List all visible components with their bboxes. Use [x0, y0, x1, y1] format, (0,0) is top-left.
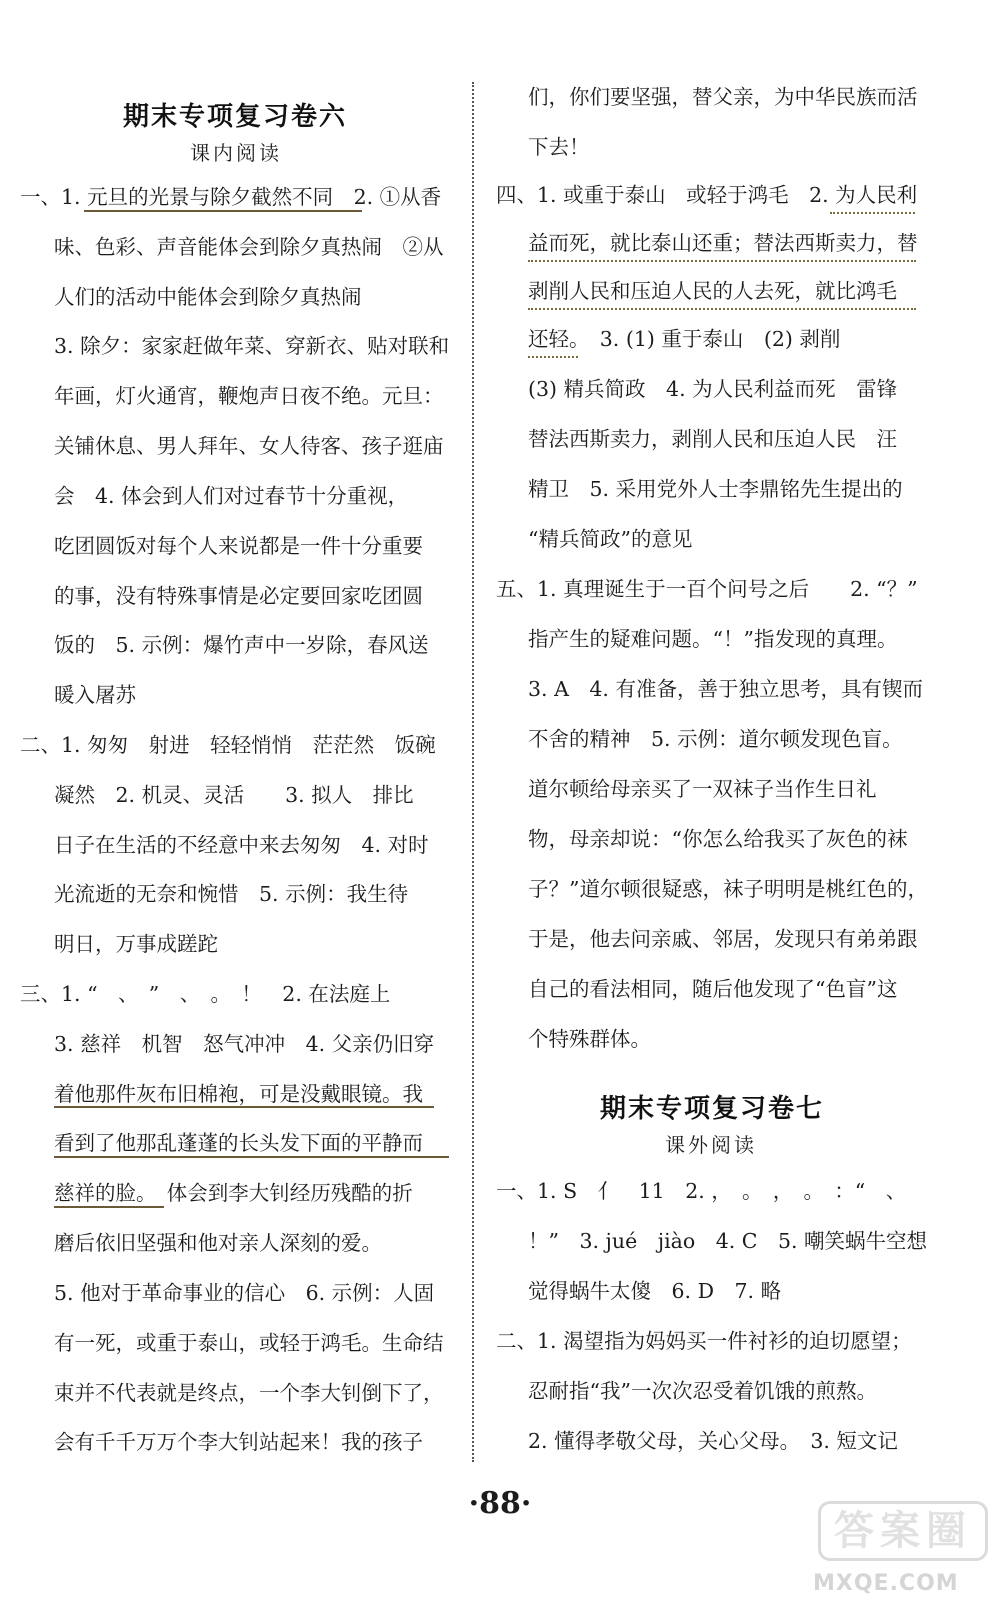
text-line: 3. A 4. 有准备，善于独立思考，具有锲而: [528, 677, 923, 701]
text-line: 会有千千万万个李大钊站起来！我的孩子: [54, 1430, 423, 1454]
text-line: 四、1. 或重于泰山 或轻于鸿毛 2. 为人民利: [496, 183, 918, 207]
text-line: 替法西斯卖力，剥削人民和压迫人民 汪: [528, 427, 897, 451]
text-line: 明日，万事成蹉跎: [54, 932, 218, 956]
text-line: 慈祥的脸。 体会到李大钊经历残酷的折: [54, 1181, 413, 1205]
text-line: 3. 除夕：家家赶做年菜、穿新衣、贴对联和: [54, 334, 450, 358]
text-line: 吃团圆饭对每个人来说都是一件十分重要: [54, 534, 423, 558]
answer-underline: [528, 350, 578, 358]
text-line: 味、色彩、声音能体会到除夕真热闹 ②从: [54, 235, 444, 259]
answer-underline: [528, 254, 916, 262]
text-line: 物，母亲却说：“你怎么给我买了灰色的袜: [528, 827, 908, 851]
text-line: 暖入屠苏: [54, 683, 136, 707]
text-line: 精卫 5. 采用党外人士李鼎铭先生提出的: [528, 477, 903, 501]
text-line: 束并不代表就是终点，一个李大钊倒下了，: [54, 1381, 444, 1405]
text-line: 磨后依旧坚强和他对亲人深刻的爱。: [54, 1231, 382, 1255]
text-line: 2. 懂得孝敬父母，关心父母。 3. 短文记: [528, 1429, 898, 1453]
text-line: 剥削人民和压迫人民的人去死，就比鸿毛: [528, 279, 897, 303]
section-title-6: 期末专项复习卷六: [123, 102, 348, 132]
answer-underline: [830, 206, 915, 214]
text-line: 光流逝的无奈和惋惜 5. 示例：我生待: [54, 882, 409, 906]
text-line: 还轻。 3. (1) 重于泰山 (2) 剥削: [528, 327, 841, 351]
text-line: 凝然 2. 机灵、灵活 3. 拟人 排比: [54, 783, 414, 807]
text-line: 子？”道尔顿很疑惑，袜子明明是桃红色的，: [528, 877, 928, 901]
text-line: 道尔顿给母亲买了一双袜子当作生日礼: [528, 777, 877, 801]
text-line: 于是，他去问亲戚、邻居，发现只有弟弟跟: [528, 927, 918, 951]
text-line: 有一死，或重于泰山，或轻于鸿毛。生命结: [54, 1331, 444, 1355]
text-line: 忍耐指“我”一次次忍受着饥饿的煎熬。: [528, 1379, 877, 1403]
watermark-site: MXQE.COM: [813, 1571, 959, 1596]
text-line: 3. 慈祥 机智 怒气冲冲 4. 父亲仍旧穿: [54, 1032, 435, 1056]
text-line: ！” 3. jué jiào 4. C 5. 嘲笑蜗牛空想: [528, 1229, 928, 1253]
text-line: 觉得蜗牛太傻 6. D 7. 略: [528, 1279, 782, 1303]
answer-underline: [54, 1206, 164, 1208]
section-title-7: 期末专项复习卷七: [600, 1094, 825, 1124]
text-line: 二、1. 渴望指为妈妈买一件衬衫的迫切愿望；: [496, 1329, 912, 1353]
text-line: 五、1. 真理诞生于一百个问号之后 2. “？”: [496, 577, 918, 601]
text-line: 饭的 5. 示例：爆竹声中一岁除，春风送: [54, 633, 429, 657]
text-line: 年画，灯火通宵，鞭炮声日夜不绝。元旦：: [54, 384, 444, 408]
section-subtitle-7: 课外阅读: [665, 1133, 757, 1157]
text-line: (3) 精兵简政 4. 为人民利益而死 雷锋: [528, 377, 898, 401]
text-line: 指产生的疑难问题。“！”指发现的真理。: [528, 627, 898, 651]
text-line: 自己的看法相同，随后他发现了“色盲”这: [528, 977, 898, 1001]
answer-underline: [528, 302, 916, 310]
text-line: 的事，没有特殊事情是必定要回家吃团圆: [54, 584, 423, 608]
text-line: 5. 他对于革命事业的信心 6. 示例：人固: [54, 1281, 435, 1305]
text-line: 一、1. 元旦的光景与除夕截然不同 2. ①从香: [20, 185, 442, 209]
text-line: 不舍的精神 5. 示例：道尔顿发现色盲。: [528, 727, 903, 751]
text-line: 着他那件灰布旧棉袍，可是没戴眼镜。我: [54, 1082, 423, 1106]
text-line: 人们的活动中能体会到除夕真热闹: [54, 285, 362, 309]
text-line: 关铺休息、男人拜年、女人待客、孩子逛庙: [54, 434, 444, 458]
text-line: 二、1. 匆匆 射进 轻轻悄悄 茫茫然 饭碗: [20, 733, 436, 757]
watermark-logo: [813, 1501, 988, 1596]
text-line: 一、1. S 亻 11 2. ， 。 ， 。 ：“ 、: [496, 1179, 907, 1203]
text-line: 会 4. 体会到人们对过春节十分重视，: [54, 484, 409, 508]
watermark-box: 答案圈: [818, 1501, 988, 1561]
answer-underline: [84, 210, 362, 212]
text-line: 看到了他那乱蓬蓬的长头发下面的平静而: [54, 1131, 423, 1155]
answer-underline: [54, 1156, 449, 1158]
text-line: 三、1. “ 、 ” 、 。 ！ 2. 在法庭上: [20, 982, 391, 1006]
column-divider: [472, 82, 474, 1462]
text-line: 们，你们要坚强，替父亲，为中华民族而活: [528, 85, 918, 109]
page-number: ·88·: [468, 1486, 532, 1521]
section-subtitle-6: 课内阅读: [190, 141, 282, 165]
text-line: “精兵简政”的意见: [528, 527, 693, 551]
text-line: 益而死，就比泰山还重；替法西斯卖力，替: [528, 231, 918, 255]
text-line: 日子在生活的不经意中来去匆匆 4. 对时: [54, 833, 429, 857]
text-line: 下去！: [528, 135, 590, 159]
text-line: 个特殊群体。: [528, 1027, 651, 1051]
answer-underline: [54, 1106, 434, 1108]
